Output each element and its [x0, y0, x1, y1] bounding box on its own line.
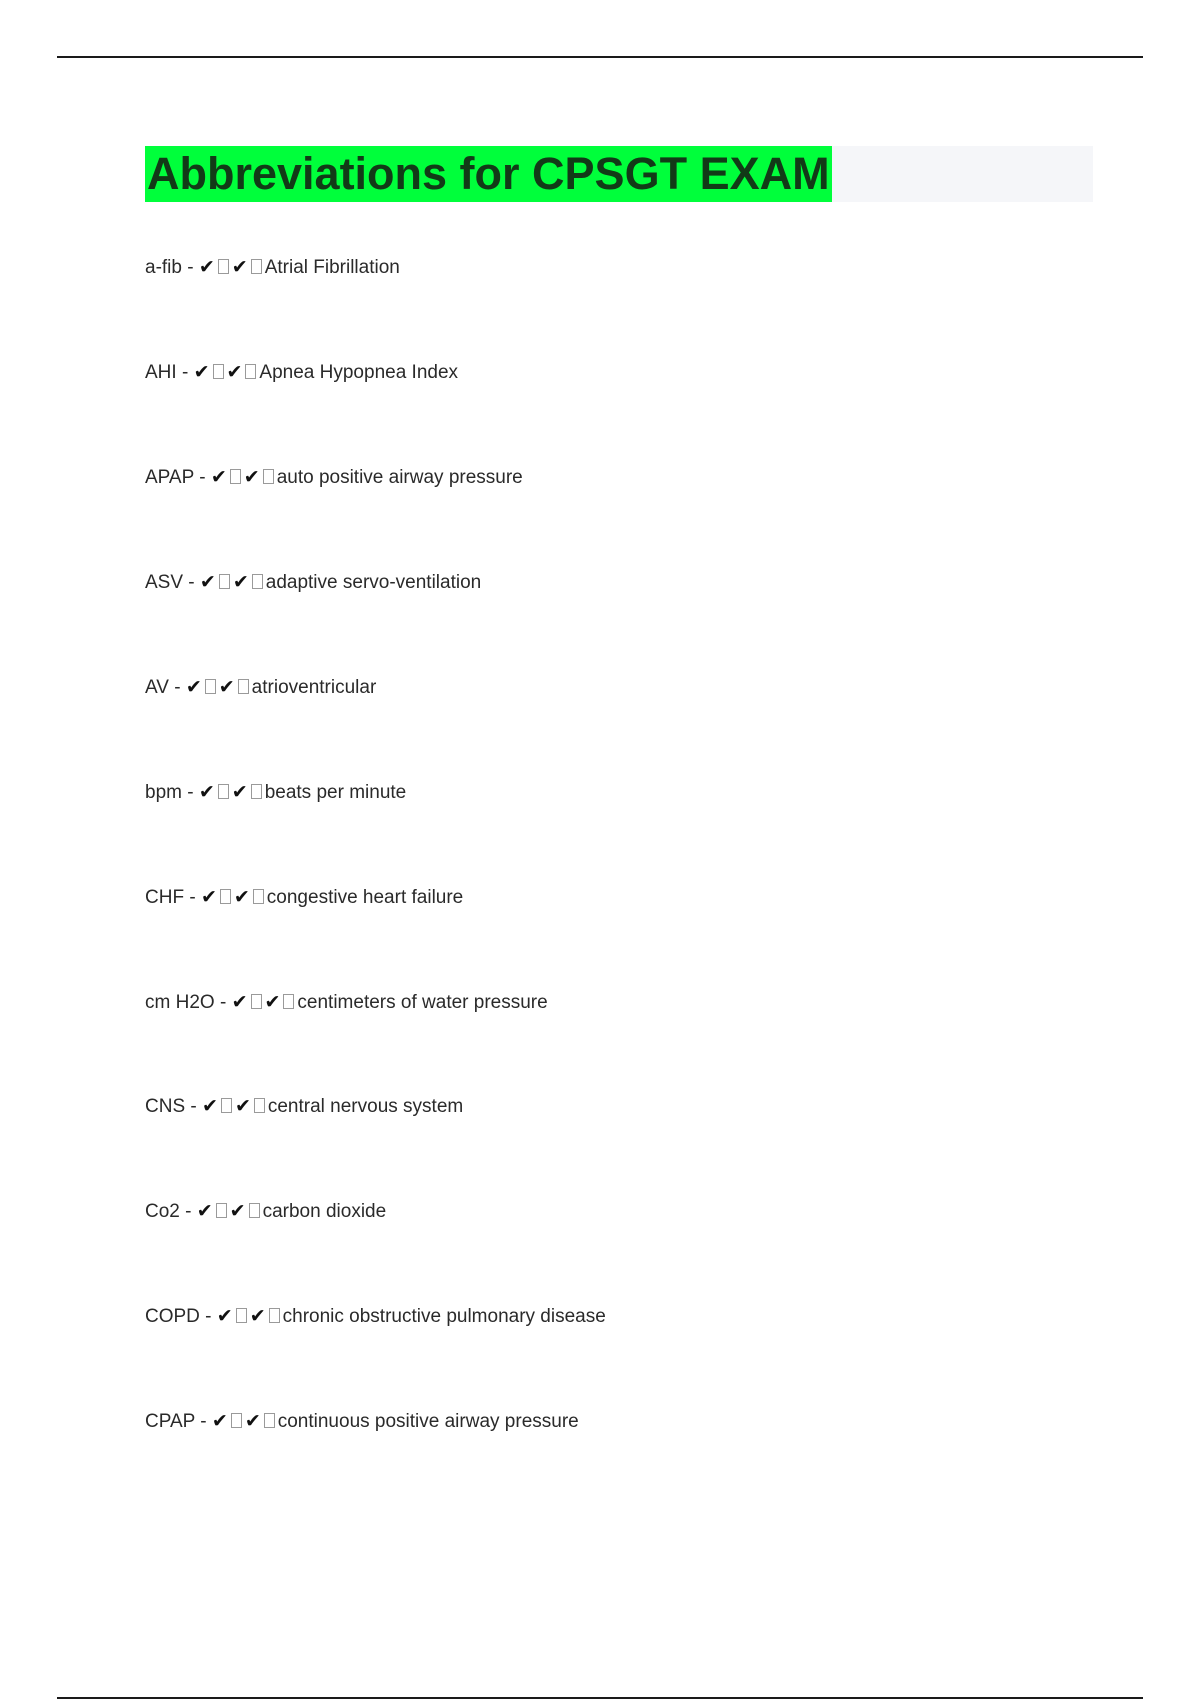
list-item	[145, 565, 606, 670]
missing-glyph-icon	[263, 469, 274, 484]
term: AV	[145, 677, 169, 698]
term: CHF	[145, 887, 185, 908]
separator: -	[176, 362, 194, 383]
missing-glyph-icon	[269, 1308, 280, 1323]
missing-glyph-icon	[251, 259, 262, 274]
check-icon: ✔	[216, 1305, 233, 1327]
missing-glyph-icon	[218, 784, 229, 799]
check-icon: ✔	[193, 361, 210, 383]
definition: Atrial Fibrillation	[264, 257, 400, 278]
list-item	[145, 1194, 606, 1299]
missing-glyph-icon	[216, 1203, 227, 1218]
term: bpm	[145, 782, 182, 803]
check-icon: ✔	[264, 991, 281, 1013]
check-icon: ✔	[210, 466, 227, 488]
check-icon: ✔	[218, 676, 235, 698]
abbreviation-list	[145, 250, 606, 1509]
check-icon: ✔	[233, 886, 250, 908]
list-item	[145, 250, 606, 355]
list-item	[145, 1089, 606, 1194]
definition: congestive heart failure	[266, 887, 464, 908]
separator: -	[179, 1201, 197, 1222]
missing-glyph-icon	[283, 994, 294, 1009]
definition: adaptive servo-ventilation	[265, 572, 482, 593]
separator: -	[183, 572, 200, 593]
list-item	[145, 775, 606, 880]
check-icon: ✔	[232, 571, 249, 593]
term: a-fib	[145, 257, 182, 278]
missing-glyph-icon	[245, 364, 256, 379]
definition: Apnea Hypopnea Index	[259, 362, 459, 383]
check-icon: ✔	[231, 256, 248, 278]
check-icon: ✔	[226, 361, 243, 383]
missing-glyph-icon	[249, 1203, 260, 1218]
top-rule	[57, 56, 1143, 58]
separator: -	[185, 1096, 203, 1117]
definition: carbon dioxide	[262, 1201, 387, 1222]
definition: auto positive airway pressure	[276, 467, 523, 488]
check-icon: ✔	[249, 1305, 266, 1327]
list-item	[145, 460, 606, 565]
missing-glyph-icon	[220, 889, 231, 904]
missing-glyph-icon	[254, 1098, 265, 1113]
term: ASV	[145, 572, 184, 593]
check-icon: ✔	[185, 676, 202, 698]
missing-glyph-icon	[219, 574, 230, 589]
check-icon: ✔	[202, 1095, 218, 1117]
term: AHI	[145, 362, 177, 383]
definition: beats per minute	[264, 782, 407, 803]
missing-glyph-icon	[252, 574, 263, 589]
missing-glyph-icon	[264, 1413, 275, 1428]
separator: -	[181, 782, 199, 803]
definition: chronic obstructive pulmonary disease	[282, 1306, 606, 1327]
check-icon: ✔	[234, 1095, 251, 1117]
list-item	[145, 985, 606, 1089]
separator: -	[184, 887, 201, 908]
separator: -	[181, 257, 199, 278]
separator: -	[214, 992, 232, 1013]
check-icon: ✔	[244, 1410, 261, 1432]
missing-glyph-icon	[205, 679, 216, 694]
check-icon: ✔	[231, 991, 248, 1013]
missing-glyph-icon	[231, 1413, 242, 1428]
missing-glyph-icon	[218, 259, 229, 274]
missing-glyph-icon	[251, 784, 262, 799]
list-item	[145, 670, 606, 775]
term: Co2	[145, 1201, 180, 1222]
missing-glyph-icon	[251, 994, 262, 1009]
check-icon: ✔	[229, 1200, 246, 1222]
missing-glyph-icon	[253, 889, 264, 904]
term: CNS	[145, 1096, 186, 1117]
term: COPD	[145, 1306, 200, 1327]
check-icon: ✔	[198, 781, 215, 803]
missing-glyph-icon	[230, 469, 241, 484]
list-item	[145, 355, 606, 460]
list-item	[145, 1404, 606, 1509]
missing-glyph-icon	[213, 364, 224, 379]
definition: atrioventricular	[251, 677, 377, 698]
definition: central nervous system	[267, 1096, 464, 1117]
separator: -	[168, 677, 186, 698]
definition: centimeters of water pressure	[297, 992, 548, 1013]
check-icon: ✔	[243, 466, 260, 488]
term: APAP	[145, 467, 194, 488]
term: cm H2O	[145, 992, 215, 1013]
separator: -	[199, 1306, 217, 1327]
definition: continuous positive airway pressure	[277, 1411, 579, 1432]
separator: -	[195, 1411, 212, 1432]
document-title: Abbreviations for CPSGT EXAM	[145, 146, 832, 202]
separator: -	[193, 467, 211, 488]
missing-glyph-icon	[221, 1098, 232, 1113]
check-icon: ✔	[231, 781, 248, 803]
check-icon: ✔	[196, 1200, 213, 1222]
missing-glyph-icon	[238, 679, 249, 694]
bottom-rule	[57, 1697, 1143, 1699]
check-icon: ✔	[199, 571, 216, 593]
list-item	[145, 880, 606, 985]
check-icon: ✔	[198, 256, 215, 278]
check-icon: ✔	[211, 1410, 228, 1432]
term: CPAP	[145, 1411, 195, 1432]
check-icon: ✔	[200, 886, 217, 908]
missing-glyph-icon	[236, 1308, 247, 1323]
list-item	[145, 1299, 606, 1404]
